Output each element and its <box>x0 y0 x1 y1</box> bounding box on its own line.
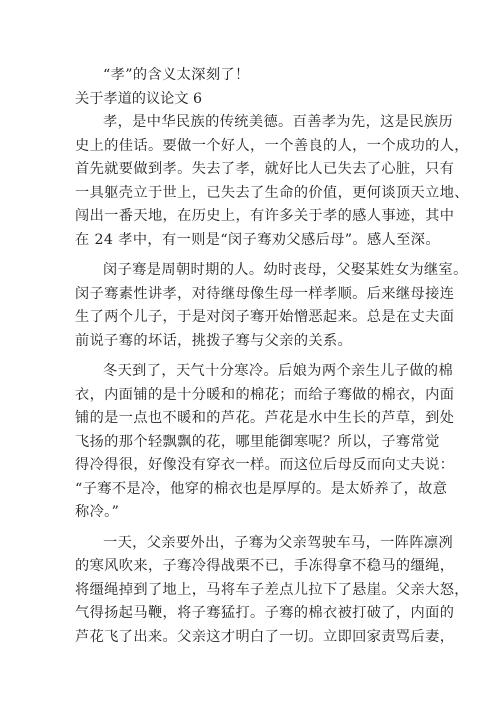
paragraph-gap <box>75 353 438 360</box>
text-line: 称冷。” <box>75 504 120 520</box>
text-line: 将缰绳掉到了地上，马将车子差点儿拉下了悬崖。父亲大怒， <box>75 581 469 598</box>
text-line: 首先就要做到孝。失去了孝，就好比人已失去了心脏，只有 <box>75 161 455 177</box>
text-line: 飞扬的那个轻飘飘的花，哪里能御寒呢？所以，子骞常觉 <box>75 433 440 450</box>
text-line: 前说子骞的坏话，挑拨子骞与父亲的关系。 <box>75 332 353 349</box>
text-line: “子骞不是冷，他穿的棉衣也是厚厚的。是太娇养了，故意 <box>75 480 448 497</box>
text-line: 衣，内面铺的是十分暖和的棉花；而给子骞做的棉衣，内面 <box>75 386 455 403</box>
text-line: 在 24 孝中，有一则是“闵子骞劝父感后母”。感人至深。 <box>75 231 440 248</box>
text-line: 闵子骞是周朝时期的人。幼时丧母，父娶某姓女为继室。 <box>103 262 468 278</box>
text-line: 的寒风吹来，子骞冷得战栗不已，手冻得拿不稳马的缰绳， <box>75 558 455 574</box>
text-line: 闵子骞素性讲孝，对待继母像生母一样孝顺。后来继母接连 <box>75 285 455 302</box>
text-line: 一天，父亲要外出，子骞为父亲驾驶车马，一阵阵凛冽 <box>103 534 454 551</box>
paragraph-gap <box>75 252 438 259</box>
text-line: 芦花飞了出来。父亲这才明白了一切。立即回家责骂后妻， <box>75 628 455 645</box>
text-line: 冬天到了，天气十分寒冷。后娘为两个亲生儿子做的棉 <box>103 363 454 379</box>
text-line: 生了两个儿子，于是对闵子骞开始憎恶起来。总是在丈夫面 <box>75 309 455 325</box>
section-title: 关于孝道的议论文 6 <box>75 90 203 107</box>
text-line: 气得扬起马鞭，将子骞猛打。子骞的棉衣被打破了，内面的 <box>75 605 455 621</box>
closing-line: “孝”的含义太深刻了！ <box>103 67 250 83</box>
text-line: 一具躯壳立于世上，已失去了生命的价值，更何谈顶天立地、 <box>75 184 469 201</box>
text-line: 史上的佳话。要做一个好人，一个善良的人，一个成功的人， <box>75 137 469 154</box>
text-line: 孝，是中华民族的传统美德。百善孝为先，这是民族历 <box>103 114 454 130</box>
text-line: 铺的是一点也不暖和的芦花。芦花是水中生长的芦草，到处 <box>75 410 455 426</box>
text-line: 得冷得很，好像没有穿衣一样。而这位后母反而向丈夫说： <box>75 457 455 473</box>
paragraph-gap <box>75 525 438 532</box>
text-line: 闯出一番天地，在历史上，有许多关于孝的感人事迹，其中 <box>75 208 455 224</box>
document-body <box>75 64 469 649</box>
